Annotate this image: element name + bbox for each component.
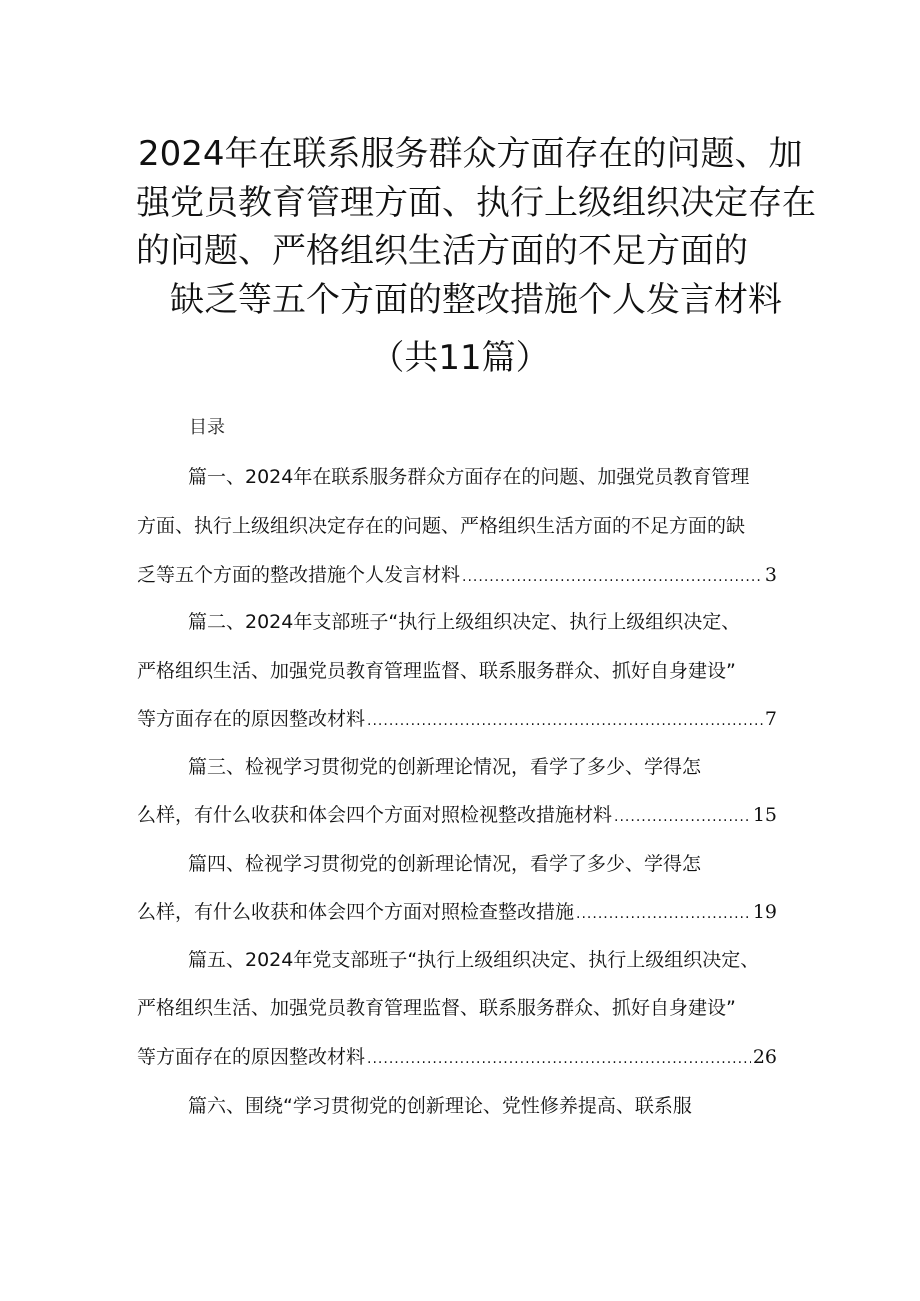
title-count: （共11篇）: [370, 338, 550, 378]
toc-entry-4-text: 么样，有什么收获和体会四个方面对照检查整改措施: [137, 901, 575, 923]
toc-entry-4-line-1: 篇四、检视学习贯彻党的创新理论情况，看学了多少、学得怎: [188, 853, 702, 875]
toc-entry-5-line-3[interactable]: [137, 1043, 777, 1073]
title-line-4: 缺乏等五个方面的整改措施个人发言材料: [170, 280, 782, 320]
title-line-2: 强党员教育管理方面、执行上级组织决定存在: [136, 183, 816, 223]
toc-entry-5-line-2: 严格组织生活、加强党员教育管理监督、联系服务群众、抓好自身建设”: [137, 997, 736, 1019]
toc-leader-dots: [367, 707, 763, 735]
toc-heading: 目录: [189, 417, 225, 438]
toc-entry-5-page: 26: [752, 1046, 777, 1068]
toc-leader-dots: [462, 563, 763, 591]
title-line-1: 2024年在联系服务群众方面存在的问题、加: [138, 134, 803, 174]
toc-entry-3-line-2[interactable]: [137, 801, 777, 831]
toc-entry-4-line-2[interactable]: [137, 898, 777, 928]
toc-entry-1-line-1: 篇一、2024年在联系服务群众方面存在的问题、加强党员教育管理: [188, 466, 750, 488]
title-line-3: 的问题、严格组织生活方面的不足方面的: [136, 231, 748, 271]
toc-entry-2-text: 等方面存在的原因整改材料: [137, 708, 366, 730]
toc-entry-2-line-1: 篇二、2024年支部班子“执行上级组织决定、执行上级组织决定、: [188, 611, 741, 633]
toc-leader-dots: [367, 1045, 751, 1073]
toc-entry-3-text: 么样，有什么收获和体会四个方面对照检视整改措施材料: [137, 804, 613, 826]
toc-entry-3-page: 15: [752, 804, 777, 826]
toc-entry-1-page: 3: [764, 564, 777, 586]
toc-entry-2-line-3[interactable]: [137, 705, 777, 735]
toc-entry-3-line-1: 篇三、检视学习贯彻党的创新理论情况，看学了多少、学得怎: [188, 756, 702, 778]
toc-entry-6-line-1: 篇六、围绕“学习贯彻党的创新理论、党性修养提高、联系服: [188, 1095, 692, 1117]
toc-entry-1-line-2: 方面、执行上级组织决定存在的问题、严格组织生活方面的不足方面的缺: [137, 515, 746, 537]
toc-entry-2-page: 7: [764, 708, 777, 730]
toc-entry-4-page: 19: [752, 901, 777, 923]
toc-entry-5-text: 等方面存在的原因整改材料: [137, 1046, 366, 1068]
toc-leader-dots: [576, 900, 751, 928]
toc-leader-dots: [614, 803, 751, 831]
toc-entry-1-line-3[interactable]: [137, 561, 777, 591]
toc-entry-5-line-1: 篇五、2024年党支部班子“执行上级组织决定、执行上级组织决定、: [188, 949, 760, 971]
toc-entry-1-text: 乏等五个方面的整改措施个人发言材料: [137, 564, 461, 586]
toc-entry-2-line-2: 严格组织生活、加强党员教育管理监督、联系服务群众、抓好自身建设”: [137, 660, 736, 682]
